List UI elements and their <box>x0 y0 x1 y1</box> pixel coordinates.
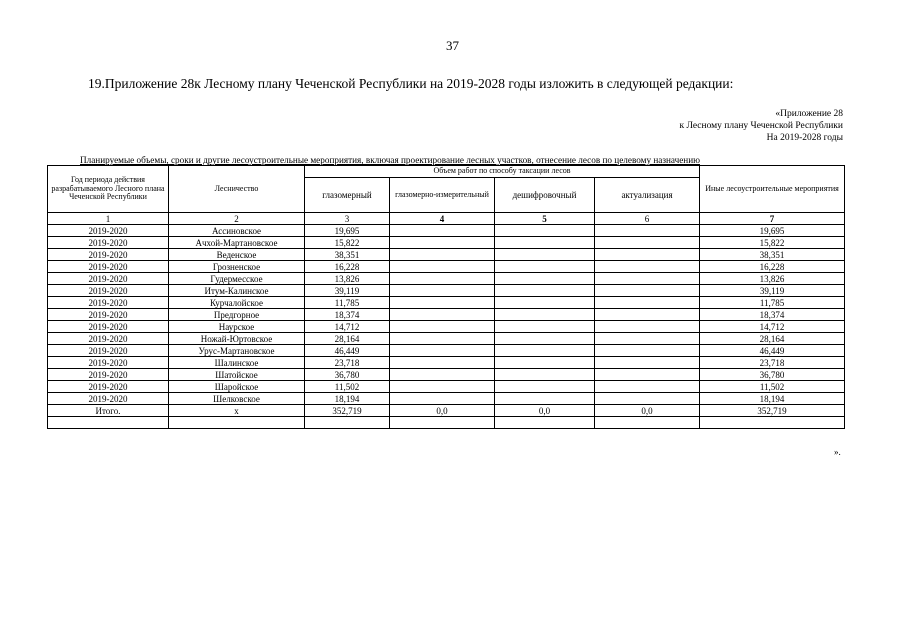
other-measures-cell: 14,712 <box>700 321 845 333</box>
other-measures-cell: 13,826 <box>700 273 845 285</box>
visual-cell: 28,164 <box>305 333 390 345</box>
header-forestry: Лесничество <box>169 166 305 213</box>
other-measures-cell: 19,695 <box>700 225 845 237</box>
period-cell: 2019-2020 <box>48 261 169 273</box>
visual-cell: 13,826 <box>305 273 390 285</box>
table-row <box>48 369 845 381</box>
other-measures-cell: 11,785 <box>700 297 845 309</box>
header-actualization: актуализация <box>595 178 700 213</box>
total-decoding-cell: 0,0 <box>495 405 595 417</box>
actualization-cell <box>595 357 700 369</box>
total-row <box>48 405 845 417</box>
visual-cell: 11,502 <box>305 381 390 393</box>
visual-cell: 11,785 <box>305 297 390 309</box>
visual-cell: 36,780 <box>305 369 390 381</box>
period-cell: 2019-2020 <box>48 273 169 285</box>
closing-quote: ». <box>834 447 841 457</box>
visual-measuring-cell <box>390 369 495 381</box>
table-row <box>48 249 845 261</box>
visual-cell: 16,228 <box>305 261 390 273</box>
empty-cell <box>495 417 595 429</box>
visual-measuring-cell <box>390 237 495 249</box>
column-number: 1 <box>48 213 169 225</box>
period-cell: 2019-2020 <box>48 249 169 261</box>
actualization-cell <box>595 237 700 249</box>
table-row <box>48 237 845 249</box>
decoding-cell <box>495 261 595 273</box>
forestry-cell: Гудермесское <box>169 273 305 285</box>
actualization-cell <box>595 333 700 345</box>
actualization-cell <box>595 321 700 333</box>
column-number: 2 <box>169 213 305 225</box>
forestry-cell: Урус-Мартановское <box>169 345 305 357</box>
total-visual-measuring-cell: 0,0 <box>390 405 495 417</box>
other-measures-cell: 18,194 <box>700 393 845 405</box>
forestry-cell: Ножай-Юртовское <box>169 333 305 345</box>
actualization-cell <box>595 249 700 261</box>
table-row <box>48 261 845 273</box>
visual-cell: 46,449 <box>305 345 390 357</box>
forestry-cell: Наурское <box>169 321 305 333</box>
decoding-cell <box>495 369 595 381</box>
table-row <box>48 345 845 357</box>
decoding-cell <box>495 285 595 297</box>
period-cell: 2019-2020 <box>48 381 169 393</box>
visual-measuring-cell <box>390 297 495 309</box>
period-cell: 2019-2020 <box>48 333 169 345</box>
total-other-measures-cell: 352,719 <box>700 405 845 417</box>
visual-measuring-cell <box>390 285 495 297</box>
forest-management-table <box>47 165 845 429</box>
decoding-cell <box>495 321 595 333</box>
other-measures-cell: 39,119 <box>700 285 845 297</box>
empty-cell <box>305 417 390 429</box>
decoding-cell <box>495 273 595 285</box>
visual-measuring-cell <box>390 261 495 273</box>
other-measures-cell: 36,780 <box>700 369 845 381</box>
decoding-cell <box>495 249 595 261</box>
other-measures-cell: 28,164 <box>700 333 845 345</box>
period-cell: 2019-2020 <box>48 237 169 249</box>
period-cell: 2019-2020 <box>48 309 169 321</box>
decoding-cell <box>495 225 595 237</box>
period-cell: 2019-2020 <box>48 345 169 357</box>
forestry-cell: Шаройское <box>169 381 305 393</box>
visual-measuring-cell <box>390 345 495 357</box>
visual-cell: 15,822 <box>305 237 390 249</box>
other-measures-cell: 16,228 <box>700 261 845 273</box>
page-number: 37 <box>446 38 459 53</box>
decoding-cell <box>495 237 595 249</box>
actualization-cell <box>595 393 700 405</box>
period-cell: 2019-2020 <box>48 369 169 381</box>
table-row <box>48 381 845 393</box>
decoding-cell <box>495 357 595 369</box>
decoding-cell <box>495 345 595 357</box>
column-number: 7 <box>700 213 845 225</box>
empty-cell <box>390 417 495 429</box>
visual-measuring-cell <box>390 309 495 321</box>
visual-cell: 23,718 <box>305 357 390 369</box>
visual-measuring-cell <box>390 381 495 393</box>
actualization-cell <box>595 345 700 357</box>
total-forestry-cell: х <box>169 405 305 417</box>
decoding-cell <box>495 309 595 321</box>
forestry-cell: Грозненское <box>169 261 305 273</box>
other-measures-cell: 46,449 <box>700 345 845 357</box>
other-measures-cell: 38,351 <box>700 249 845 261</box>
visual-cell: 38,351 <box>305 249 390 261</box>
period-cell: 2019-2020 <box>48 297 169 309</box>
appendix-line-1: «Приложение 28 <box>775 109 843 119</box>
period-cell: 2019-2020 <box>48 357 169 369</box>
period-cell: 2019-2020 <box>48 393 169 405</box>
visual-measuring-cell <box>390 225 495 237</box>
table-row <box>48 285 845 297</box>
visual-measuring-cell <box>390 321 495 333</box>
forestry-cell: Шатойское <box>169 369 305 381</box>
total-period-cell: Итого. <box>48 405 169 417</box>
decoding-cell <box>495 393 595 405</box>
header-other-measures: Иные лесоустроительные мероприятия <box>700 166 845 213</box>
empty-cell <box>169 417 305 429</box>
forestry-cell: Шалинское <box>169 357 305 369</box>
visual-measuring-cell <box>390 273 495 285</box>
other-measures-cell: 15,822 <box>700 237 845 249</box>
column-number: 6 <box>595 213 700 225</box>
total-actualization-cell: 0,0 <box>595 405 700 417</box>
column-number: 5 <box>495 213 595 225</box>
actualization-cell <box>595 285 700 297</box>
forestry-cell: Курчалойское <box>169 297 305 309</box>
header-visual-measuring: глазомерно-измерительный <box>390 178 495 213</box>
header-period: Год периода действия разрабатываемого Лесного плана Чеченской Республики <box>48 166 169 213</box>
header-decoding: дешифровочный <box>495 178 595 213</box>
visual-measuring-cell <box>390 357 495 369</box>
header-volume-group: Объем работ по способу таксации лесов <box>305 166 700 178</box>
visual-cell: 19,695 <box>305 225 390 237</box>
decoding-cell <box>495 297 595 309</box>
appendix-line-3: На 2019-2028 годы <box>766 133 843 143</box>
other-measures-cell: 23,718 <box>700 357 845 369</box>
table-row <box>48 309 845 321</box>
actualization-cell <box>595 381 700 393</box>
decoding-cell <box>495 381 595 393</box>
table-row <box>48 357 845 369</box>
visual-cell: 14,712 <box>305 321 390 333</box>
visual-measuring-cell <box>390 393 495 405</box>
empty-cell <box>595 417 700 429</box>
table-row <box>48 273 845 285</box>
empty-row <box>48 417 845 429</box>
other-measures-cell: 18,374 <box>700 309 845 321</box>
actualization-cell <box>595 225 700 237</box>
actualization-cell <box>595 273 700 285</box>
actualization-cell <box>595 369 700 381</box>
actualization-cell <box>595 261 700 273</box>
period-cell: 2019-2020 <box>48 225 169 237</box>
table-row <box>48 297 845 309</box>
forestry-cell: Итум-Калинское <box>169 285 305 297</box>
table-row <box>48 333 845 345</box>
table-row <box>48 393 845 405</box>
period-cell: 2019-2020 <box>48 321 169 333</box>
table-row <box>48 225 845 237</box>
appendix-reference <box>679 108 843 144</box>
forestry-cell: Предгорное <box>169 309 305 321</box>
table-row <box>48 321 845 333</box>
forestry-cell: Шелковское <box>169 393 305 405</box>
visual-cell: 18,194 <box>305 393 390 405</box>
header-visual: глазомерный <box>305 178 390 213</box>
table-caption: Планируемые объемы, сроки и другие лесоустроительные мероприятия, включая проектирование лесных участков, отнесение лесов по целевому назначению <box>80 155 700 165</box>
appendix-line-2: к Лесному плану Чеченской Республики <box>679 121 843 131</box>
forestry-cell: Ачхой-Мартановское <box>169 237 305 249</box>
empty-cell <box>48 417 169 429</box>
column-number-row <box>48 213 845 225</box>
empty-cell <box>700 417 845 429</box>
forestry-cell: Ассиновское <box>169 225 305 237</box>
total-visual-cell: 352,719 <box>305 405 390 417</box>
visual-measuring-cell <box>390 333 495 345</box>
column-number: 3 <box>305 213 390 225</box>
column-number: 4 <box>390 213 495 225</box>
actualization-cell <box>595 309 700 321</box>
visual-cell: 39,119 <box>305 285 390 297</box>
period-cell: 2019-2020 <box>48 285 169 297</box>
decoding-cell <box>495 333 595 345</box>
visual-measuring-cell <box>390 249 495 261</box>
actualization-cell <box>595 297 700 309</box>
other-measures-cell: 11,502 <box>700 381 845 393</box>
section-heading: 19.Приложение 28к Лесному плану Чеченской Республики на 2019-2028 годы изложить в следующей редакции: <box>88 76 734 91</box>
forestry-cell: Веденское <box>169 249 305 261</box>
visual-cell: 18,374 <box>305 309 390 321</box>
